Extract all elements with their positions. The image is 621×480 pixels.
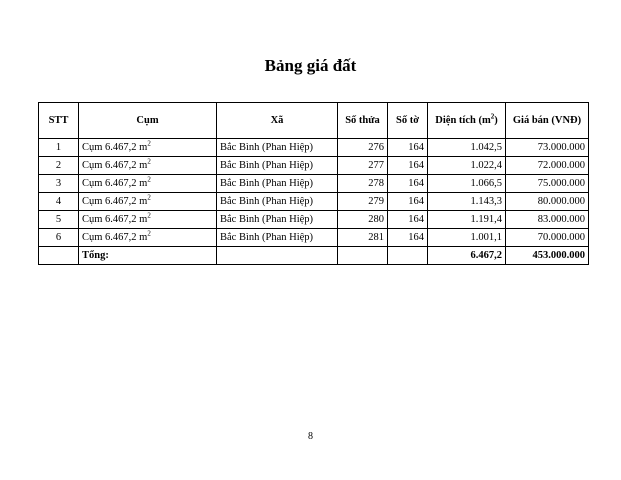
cell-gia-ban: 73.000.000: [506, 139, 589, 157]
cell-cum-superscript: 2: [147, 193, 151, 202]
cell-xa: Bắc Bình (Phan Hiệp): [217, 175, 338, 193]
cell-cum-superscript: 2: [147, 211, 151, 220]
table-row: [39, 139, 589, 157]
cell-cum-text: Cụm 6.467,2 m: [82, 160, 148, 171]
cell-so-to: 164: [388, 139, 428, 157]
total-dien-tich: 6.467,2: [428, 247, 506, 265]
cell-cum-text: Cụm 6.467,2 m: [82, 178, 148, 189]
cell-cum: [79, 211, 217, 229]
cell-cum-text: Cụm 6.467,2 m: [82, 214, 148, 225]
cell-cum: [79, 229, 217, 247]
table-row: [39, 229, 589, 247]
cell-so-to: 164: [388, 175, 428, 193]
table-row: [39, 157, 589, 175]
cell-stt: 6: [39, 229, 79, 247]
cell-cum-text: Cụm 6.467,2 m: [82, 232, 148, 243]
cell-cum: [79, 157, 217, 175]
cell-xa: Bắc Bình (Phan Hiệp): [217, 157, 338, 175]
cell-so-thua: 280: [338, 211, 388, 229]
cell-stt: 5: [39, 211, 79, 229]
total-cell-empty-xa: [217, 247, 338, 265]
header-so-thua: Số thửa: [338, 103, 388, 139]
cell-gia-ban: 70.000.000: [506, 229, 589, 247]
table-row: [39, 211, 589, 229]
cell-gia-ban: 83.000.000: [506, 211, 589, 229]
cell-dien-tich: 1.001,1: [428, 229, 506, 247]
cell-xa: Bắc Bình (Phan Hiệp): [217, 139, 338, 157]
cell-so-to: 164: [388, 229, 428, 247]
cell-dien-tich: 1.143,3: [428, 193, 506, 211]
header-gia-ban: Giá bán (VNĐ): [506, 103, 589, 139]
cell-stt: 1: [39, 139, 79, 157]
cell-stt: 3: [39, 175, 79, 193]
cell-dien-tich: 1.042,5: [428, 139, 506, 157]
cell-so-thua: 281: [338, 229, 388, 247]
cell-so-to: 164: [388, 211, 428, 229]
cell-gia-ban: 80.000.000: [506, 193, 589, 211]
cell-so-to: 164: [388, 157, 428, 175]
header-stt: STT: [39, 103, 79, 139]
page-number: 8: [308, 431, 313, 442]
document-title: Bảng giá đất: [264, 56, 357, 75]
cell-xa: Bắc Bình (Phan Hiệp): [217, 193, 338, 211]
cell-cum: [79, 193, 217, 211]
cell-stt: 4: [39, 193, 79, 211]
cell-so-to: 164: [388, 193, 428, 211]
cell-so-thua: 276: [338, 139, 388, 157]
cell-cum: [79, 175, 217, 193]
cell-xa: Bắc Bình (Phan Hiệp): [217, 229, 338, 247]
cell-so-thua: 278: [338, 175, 388, 193]
header-cum: Cụm: [79, 103, 217, 139]
header-xa: Xã: [217, 103, 338, 139]
header-so-to: Số tờ: [388, 103, 428, 139]
table-header-row: [39, 103, 589, 139]
cell-cum-text: Cụm 6.467,2 m: [82, 142, 148, 153]
cell-so-thua: 277: [338, 157, 388, 175]
total-cell-empty-so-to: [388, 247, 428, 265]
total-gia-ban: 453.000.000: [506, 247, 589, 265]
cell-so-thua: 279: [338, 193, 388, 211]
land-price-table: [38, 102, 589, 265]
total-cell-empty-so-thua: [338, 247, 388, 265]
table-row: [39, 193, 589, 211]
cell-cum-text: Cụm 6.467,2 m: [82, 196, 148, 207]
table-total-row: [39, 247, 589, 265]
header-dien-tich-close: ): [494, 115, 498, 126]
header-dien-tich: [428, 103, 506, 139]
cell-cum-superscript: 2: [147, 157, 151, 166]
cell-xa: Bắc Bình (Phan Hiệp): [217, 211, 338, 229]
header-dien-tich-superscript: 2: [490, 112, 495, 121]
cell-gia-ban: 72.000.000: [506, 157, 589, 175]
header-dien-tich-text: Diện tích (m: [435, 115, 491, 126]
total-label: Tổng:: [79, 247, 217, 265]
cell-stt: 2: [39, 157, 79, 175]
cell-cum: [79, 139, 217, 157]
cell-cum-superscript: 2: [147, 139, 151, 148]
cell-cum-superscript: 2: [147, 175, 151, 184]
cell-dien-tich: 1.066,5: [428, 175, 506, 193]
total-cell-empty-stt: [39, 247, 79, 265]
cell-dien-tich: 1.191,4: [428, 211, 506, 229]
cell-dien-tich: 1.022,4: [428, 157, 506, 175]
cell-gia-ban: 75.000.000: [506, 175, 589, 193]
table-row: [39, 175, 589, 193]
cell-cum-superscript: 2: [147, 229, 151, 238]
